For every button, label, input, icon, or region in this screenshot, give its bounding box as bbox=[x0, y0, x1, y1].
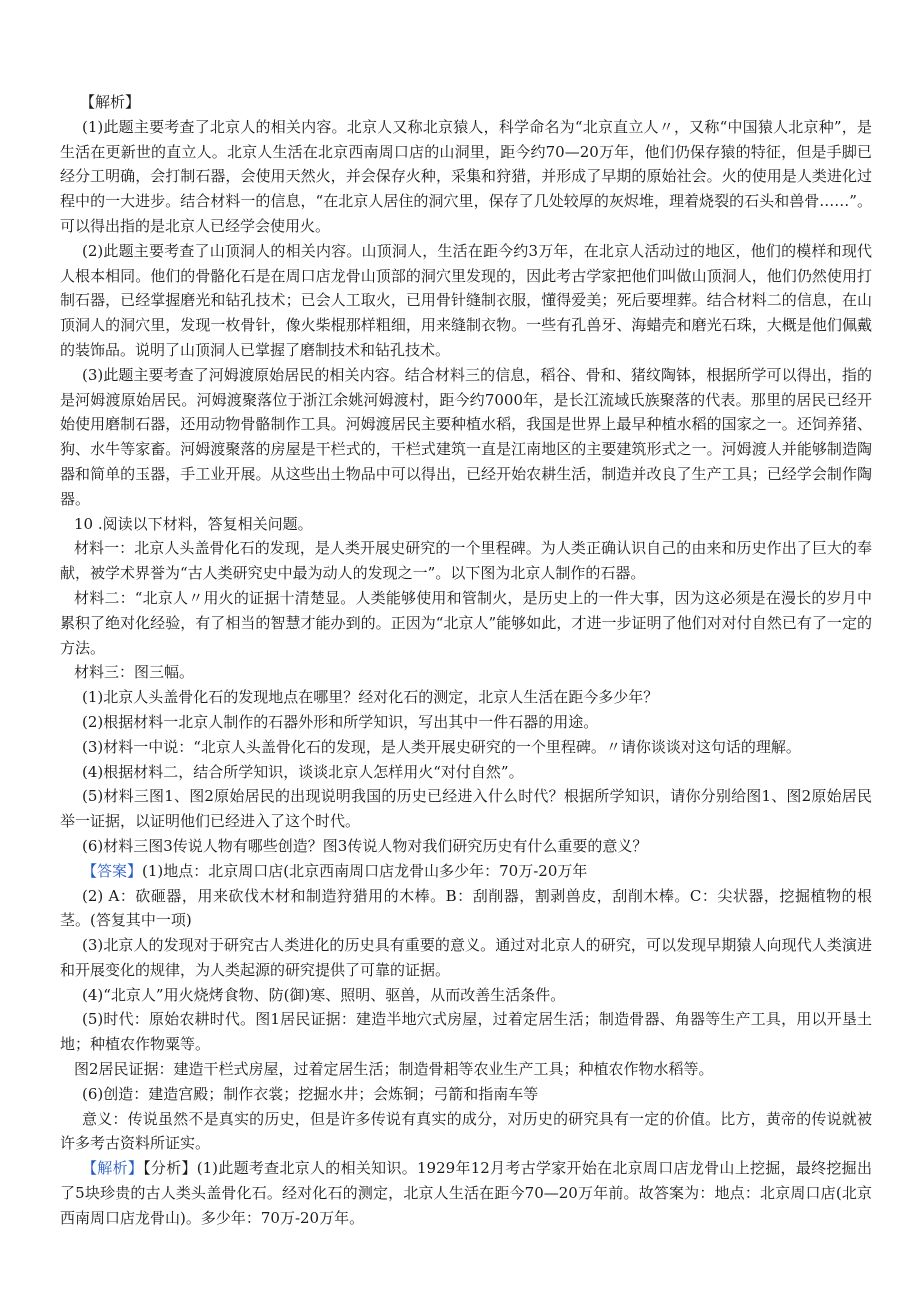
analysis-paragraph-2: (2)此题主要考查了山顶洞人的相关内容。山顶洞人，生活在距今约3万年，在北京人活动过的地区，他们的模样和现代人根本相同。他们的骨骼化石是在周口店龙骨山顶部的洞穴里发现的，因此考古学家把他们叫做山顶洞人，他们仍然使用打制石器，已经掌握磨光和钻孔技术；已会人工取火，已用骨针缝制衣服，懂得爱美；死后要埋葬。结合材料二的信息，在山顶洞人的洞穴里，发现一枚骨针，像火柴棍那样粗细，用来缝制衣物。一些有孔兽牙、海蜡壳和磨光石珠，大概是他们佩戴的装饰品。说明了山顶洞人已掌握了磨制技术和钻孔技术。 bbox=[60, 241, 872, 359]
final-analysis-text: (1)此题考查北京人的相关知识。1929年12月考古学家开始在北京周口店龙骨山上挖掘，最终挖掘出了5块珍贵的古人类头盖骨化石。经对化石的测定，北京人生活在距今70—20万年前。故答案为：地点：北京周口店(北京西南周口店龙骨山)。多少年：70万-20万年。 bbox=[60, 1159, 872, 1227]
question-3: (3)材料一中说：“北京人头盖骨化石的发现，是人类开展史研究的一个里程碑。〃请你谈谈对这句话的理解。 bbox=[82, 737, 801, 756]
question-4: (4)根据材料二，结合所学知识，谈谈北京人怎样用火“对付自然”。 bbox=[82, 762, 524, 781]
analysis-paragraph-3: (3)此题主要考查了河姆渡原始居民的相关内容。结合材料三的信息，稻谷、骨和、猪纹陶钵，根据所学可以得出，指的是河姆渡原始居民。河姆渡聚落位于浙江余姚河姆渡村，距今约7000年，是长江流域氏族聚落的代表。那里的居民已经开始使用磨制石器，还用动物骨骼制作工具。河姆渡居民主要种植水稻，我国是世界上最早种植水稻的国家之一。还饲养猪、狗、水牛等家畜。河姆渡聚落的房屋是干栏式的，干栏式建筑一直是江南地区的主要建筑形式之一。河姆渡人并能够制造陶器和简单的玉器，手工业开展。从这些出土物品中可以得出，已经开始农耕生活，制造并改良了生产工具；已经学会制作陶器。 bbox=[60, 365, 872, 508]
answer-4: (4)“北京人”用火烧烤食物、防(御)寒、照明、驱兽，从而改善生活条件。 bbox=[82, 985, 566, 1004]
question-6: (6)材料三图3传说人物有哪些创造？图3传说人物对我们研究历史有什么重要的意义？ bbox=[82, 836, 648, 855]
analysis-heading bbox=[60, 90, 872, 115]
document-page bbox=[60, 90, 872, 1231]
answer-label: 【答案】 bbox=[82, 861, 143, 880]
question-1: (1)北京人头盖骨化石的发现地点在哪里？经对化石的测定，北京人生活在距今多少年？ bbox=[82, 688, 659, 707]
answer-2: (2) A：砍砸器，用来砍伐木材和制造狩猎用的木棒。B：刮削器，割剥兽皮，刮削木棒。C：尖状器，挖掘植物的根茎。(答复其中一项) bbox=[60, 886, 872, 930]
material-3: 材料三：图三幅。 bbox=[74, 663, 195, 682]
final-analysis bbox=[60, 1156, 872, 1230]
final-analysis-tag: 【分析】 bbox=[143, 1159, 197, 1178]
answer-5b: 图2居民证据：建造干栏式房屋，过着定居生活；制造骨耜等农业生产工具；种植农作物水稻等。 bbox=[74, 1060, 714, 1079]
analysis-heading-label: 【解析】 bbox=[80, 93, 141, 111]
question-intro: 10 .阅读以下材料，答复相关问题。 bbox=[74, 514, 313, 533]
answer-6: (6)创造：建造宫殿；制作衣裳；挖掘水井；会炼铜；弓箭和指南车等 bbox=[82, 1084, 539, 1103]
answer-6b: 意义：传说虽然不是真实的历史，但是许多传说有真实的成分，对历史的研究具有一定的价值。比方，黄帝的传说就被许多考古资料所证实。 bbox=[60, 1109, 872, 1153]
question-5: (5)材料三图1、图2原始居民的出现说明我国的历史已经进入什么时代？根据所学知识，请你分别给图1、图2原始居民举一证据，以证明他们已经进入了这个时代。 bbox=[60, 787, 872, 831]
material-2: 材料二：“北京人〃用火的证据十清楚显。人类能够使用和管制火，是历史上的一件大事，因为这必须是在漫长的岁月中累积了绝对化经验，有了相当的智慧才能办到的。正因为“北京人”能够如此，才进一步证明了他们对对付自然已有了一定的方法。 bbox=[60, 588, 872, 657]
answer-3: (3)北京人的发现对于研究古人类进化的历史具有重要的意义。通过对北京人的研究，可以发现早期猿人向现代人类演进和开展变化的规律，为人类起源的研究提供了可靠的证据。 bbox=[60, 936, 872, 979]
answer-1 bbox=[60, 859, 872, 884]
material-1: 材料一：北京人头盖骨化石的发现，是人类开展史研究的一个里程碑。为人类正确认识自己的由来和历史作出了巨大的奉献，被学术界誉为“古人类研究史中最为动人的发现之一”。以下图为北京人制作的石器。 bbox=[60, 539, 872, 583]
final-analysis-label: 【解析】 bbox=[82, 1159, 144, 1178]
question-2: (2)根据材料一北京人制作的石器外形和所学知识，写出其中一件石器的用途。 bbox=[82, 712, 599, 731]
answer-1-text: (1)地点：北京周口店(北京西南周口店龙骨山多少年：70万-20万年 bbox=[142, 861, 588, 880]
answer-5: (5)时代：原始农耕时代。图1居民证据：建造半地穴式房屋，过着定居生活；制造骨器、角器等生产工具，用以开垦土地；种植农作物粟等。 bbox=[60, 1010, 872, 1054]
analysis-paragraph-1: (1)此题主要考查了北京人的相关内容。北京人又称北京猿人，科学命名为“北京直立人〃，又称“中国猿人北京种”，是生活在更新世的直立人。北京人生活在北京西南周口店的山洞里，距今约70—20万年，他们仍保存猿的特征，但是手脚已经分工明确，会打制石器，会使用天然火，并会保存火种，采集和狩猎，并形成了早期的原始社会。火的使用是人类进化过程中的一大进步。结合材料一的信息，“在北京人居住的洞穴里，保存了几处较厚的灰烬堆，理着烧裂的石头和兽骨……”。可以得出指的是北京人已经学会使用火。 bbox=[60, 117, 872, 235]
